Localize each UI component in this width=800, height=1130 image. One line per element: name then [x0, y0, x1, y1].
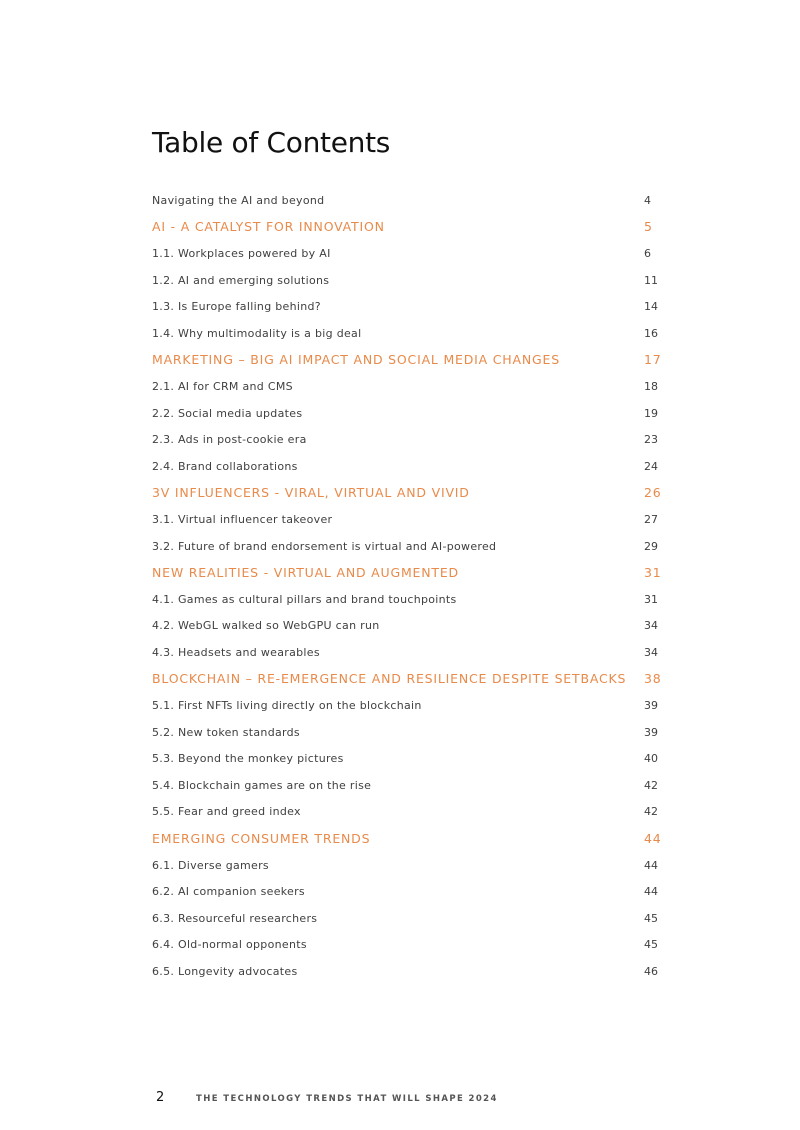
toc-entry-title: 5.3. Beyond the monkey pictures — [152, 752, 344, 766]
toc-entry-title: 1.4. Why multimodality is a big deal — [152, 326, 362, 340]
toc-entry-title: 1.3. Is Europe falling behind? — [152, 300, 321, 314]
toc-page-number: 39 — [644, 699, 658, 713]
toc-page-number: 40 — [644, 752, 658, 766]
toc-section-heading[interactable] — [152, 347, 660, 374]
toc-entry-title: 6.1. Diverse gamers — [152, 858, 269, 872]
toc-entry[interactable] — [152, 533, 660, 560]
toc-entry[interactable] — [152, 240, 660, 267]
toc-entry[interactable] — [152, 932, 660, 959]
toc-page-number: 34 — [644, 619, 658, 633]
toc-page-number: 45 — [644, 911, 658, 925]
toc-section-heading[interactable] — [152, 559, 660, 586]
toc-entry[interactable] — [152, 958, 660, 985]
toc-page-number: 42 — [644, 778, 658, 792]
toc-entry-title: 4.1. Games as cultural pillars and brand touchpoints — [152, 592, 457, 606]
toc-section-heading[interactable] — [152, 480, 660, 507]
toc-entry[interactable] — [152, 586, 660, 613]
toc-page-number: 16 — [644, 326, 658, 340]
toc-entry[interactable] — [152, 905, 660, 932]
toc-entry-title: 3.2. Future of brand endorsement is virtual and AI-powered — [152, 539, 497, 553]
toc-page-number: 26 — [644, 485, 662, 501]
toc-entry-title: 5.5. Fear and greed index — [152, 805, 301, 819]
toc-page-number: 18 — [644, 379, 658, 393]
toc-page-number: 44 — [644, 885, 658, 899]
toc-page-number: 14 — [644, 300, 658, 314]
toc-page-number: 24 — [644, 459, 658, 473]
toc-page-number: 38 — [644, 671, 662, 687]
toc-entry-title: 3.1. Virtual influencer takeover — [152, 512, 333, 526]
toc-page-number: 45 — [644, 938, 658, 952]
toc-page-number: 19 — [644, 406, 658, 420]
page-title: Table of Contents — [152, 126, 391, 159]
toc-entry-title: 2.2. Social media updates — [152, 406, 303, 420]
toc-section-heading[interactable] — [152, 214, 660, 241]
toc-page-number: 29 — [644, 539, 658, 553]
toc-entry[interactable] — [152, 799, 660, 826]
toc-entry-title: 6.4. Old-normal opponents — [152, 938, 307, 952]
toc-page-number: 27 — [644, 512, 658, 526]
toc-entry[interactable] — [152, 267, 660, 294]
toc-entry[interactable] — [152, 426, 660, 453]
toc-entry[interactable] — [152, 719, 660, 746]
toc-entry[interactable] — [152, 320, 660, 347]
toc-entry-title: 2.1. AI for CRM and CMS — [152, 379, 293, 393]
toc-list — [152, 187, 660, 985]
toc-entry[interactable] — [152, 400, 660, 427]
toc-section-heading[interactable] — [152, 666, 660, 693]
toc-entry-title: 1.2. AI and emerging solutions — [152, 273, 330, 287]
toc-section-title: MARKETING – BIG AI IMPACT AND SOCIAL MEDIA CHANGES — [152, 352, 560, 368]
toc-section-title: EMERGING CONSUMER TRENDS — [152, 831, 371, 847]
toc-entry[interactable] — [152, 692, 660, 719]
footer-document-title: THE TECHNOLOGY TRENDS THAT WILL SHAPE 2024 — [196, 1094, 498, 1104]
toc-entry[interactable] — [152, 745, 660, 772]
page-footer — [156, 1090, 498, 1105]
toc-page-number: 34 — [644, 645, 658, 659]
footer-page-number: 2 — [156, 1090, 165, 1105]
toc-page-number: 5 — [644, 219, 653, 235]
toc-page-number: 44 — [644, 858, 658, 872]
toc-entry[interactable] — [152, 772, 660, 799]
toc-page-number: 44 — [644, 831, 662, 847]
toc-page-number: 17 — [644, 352, 662, 368]
toc-entry[interactable] — [152, 293, 660, 320]
toc-page-number: 31 — [644, 565, 662, 581]
toc-entry-title: 5.2. New token standards — [152, 725, 300, 739]
toc-page-number: 39 — [644, 725, 658, 739]
toc-entry-title: 2.3. Ads in post-cookie era — [152, 433, 307, 447]
toc-entry[interactable] — [152, 506, 660, 533]
toc-section-title: AI - A CATALYST FOR INNOVATION — [152, 219, 385, 235]
toc-entry[interactable] — [152, 878, 660, 905]
toc-entry-title: 4.3. Headsets and wearables — [152, 645, 320, 659]
toc-entry[interactable] — [152, 373, 660, 400]
toc-page-number: 23 — [644, 433, 658, 447]
toc-page-number: 11 — [644, 273, 658, 287]
toc-page-number: 6 — [644, 246, 651, 260]
toc-section-heading[interactable] — [152, 825, 660, 852]
toc-entry-title: 6.5. Longevity advocates — [152, 965, 298, 979]
toc-section-title: BLOCKCHAIN – RE-EMERGENCE AND RESILIENCE DESPITE SETBACKS — [152, 671, 627, 687]
toc-entry[interactable] — [152, 187, 660, 214]
toc-page-number: 4 — [644, 193, 651, 207]
toc-entry[interactable] — [152, 852, 660, 879]
toc-entry-title: 1.1. Workplaces powered by AI — [152, 246, 331, 260]
toc-entry-title: Navigating the AI and beyond — [152, 193, 325, 207]
toc-entry[interactable] — [152, 453, 660, 480]
toc-section-title: NEW REALITIES - VIRTUAL AND AUGMENTED — [152, 565, 459, 581]
toc-entry-title: 4.2. WebGL walked so WebGPU can run — [152, 619, 380, 633]
toc-entry[interactable] — [152, 613, 660, 640]
toc-entry-title: 6.2. AI companion seekers — [152, 885, 305, 899]
toc-entry-title: 5.4. Blockchain games are on the rise — [152, 778, 372, 792]
toc-entry[interactable] — [152, 639, 660, 666]
toc-page-number: 42 — [644, 805, 658, 819]
toc-entry-title: 2.4. Brand collaborations — [152, 459, 298, 473]
toc-page-number: 31 — [644, 592, 658, 606]
toc-entry-title: 6.3. Resourceful researchers — [152, 911, 318, 925]
toc-section-title: 3V INFLUENCERS - VIRAL, VIRTUAL AND VIVID — [152, 485, 470, 501]
toc-page-number: 46 — [644, 965, 658, 979]
toc-entry-title: 5.1. First NFTs living directly on the blockchain — [152, 699, 422, 713]
